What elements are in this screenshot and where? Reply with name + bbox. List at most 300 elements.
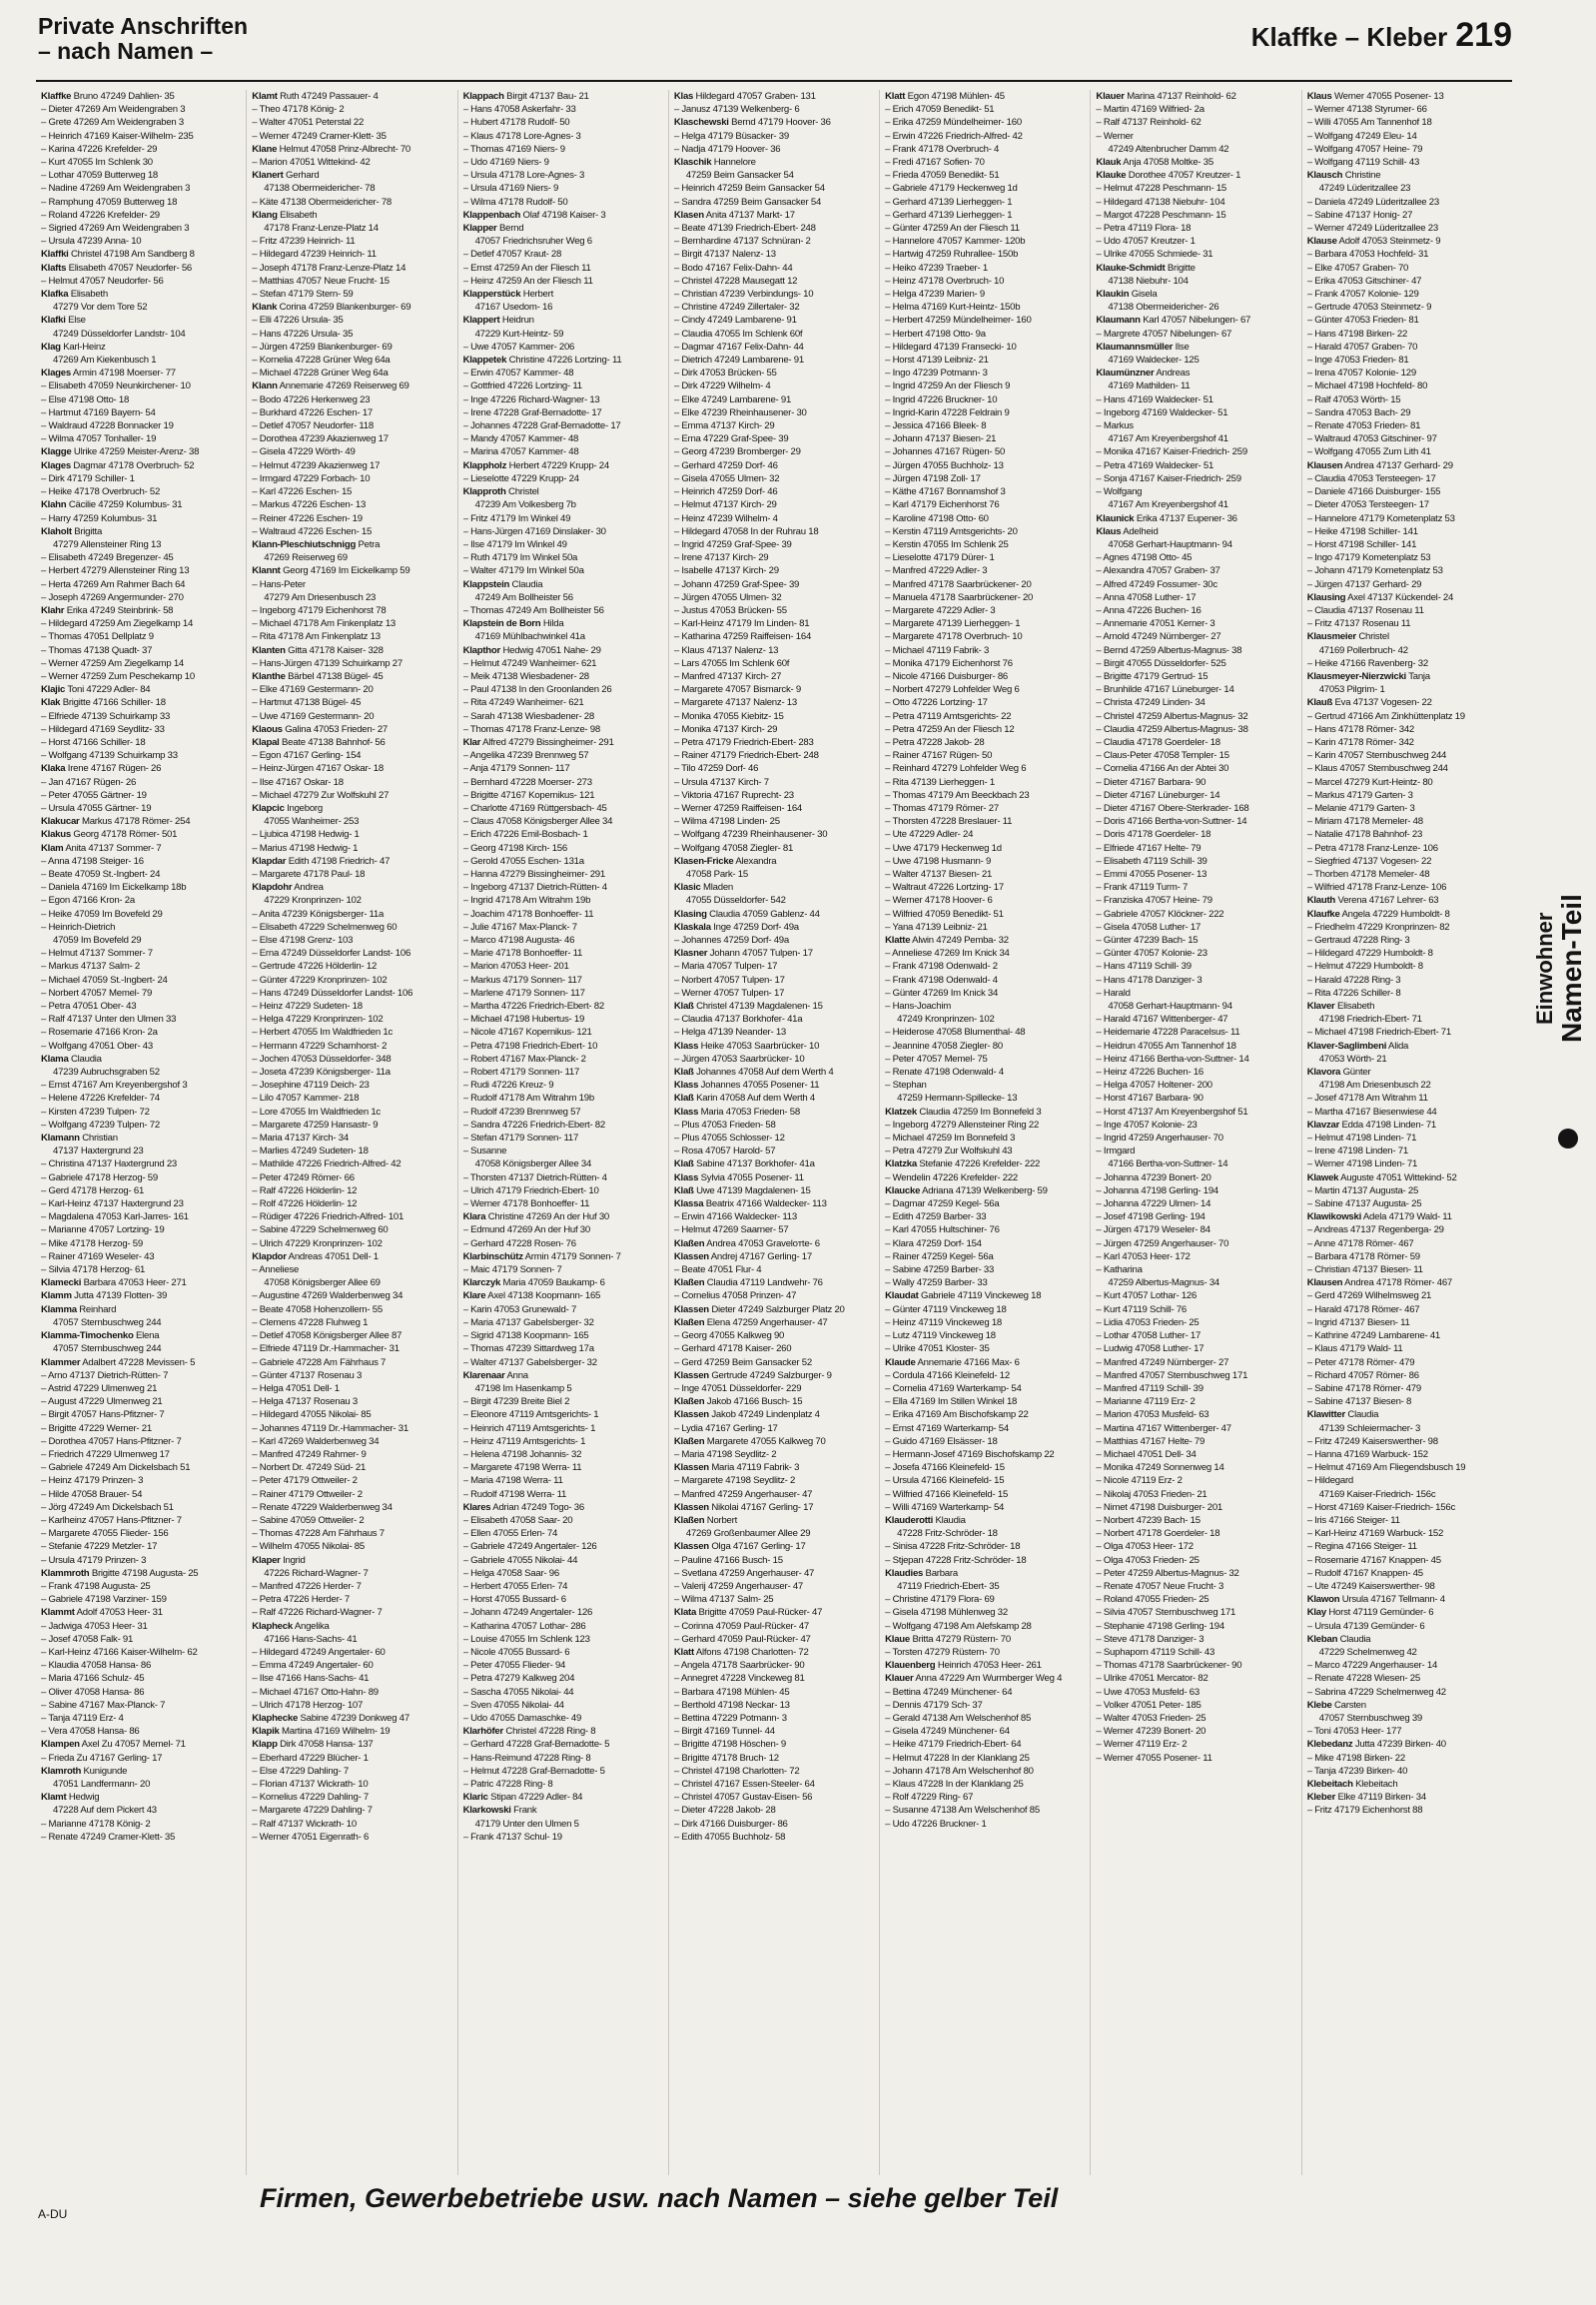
entry-details: – Kornelius 47229 Dahling- 7: [252, 1792, 370, 1804]
entry-details: Gerhard: [286, 170, 320, 182]
entry-details: – Michael 47167 Otto-Hahn- 89: [252, 1686, 379, 1698]
entry-details: – Ilse 47179 Im Winkel 49: [462, 538, 567, 550]
directory-entry: [1096, 630, 1295, 643]
entry-details: – Hildegard 47239 Heinrich- 11: [252, 249, 377, 261]
entry-details: – Martin 47169 Wilfried- 2a: [1096, 104, 1204, 116]
entry-details: – Claudia 47055 Im Schlenk 60f: [673, 328, 803, 340]
entry-surname: Klebe: [1306, 1699, 1332, 1711]
entry-details: 47249 Altenbrucher Damm 42: [1108, 143, 1229, 155]
entry-details: – Renate 47053 Frieden- 81: [1306, 420, 1421, 432]
entry-details: Claudia: [70, 1053, 102, 1065]
directory-entry: [1307, 1527, 1507, 1540]
entry-details: Stipan 47229 Adler- 84: [490, 1792, 583, 1804]
directory-entry: [885, 1237, 1085, 1250]
entry-details: – Karoline 47198 Otto- 60: [885, 512, 989, 524]
entry-surname: Kleban: [1306, 1633, 1338, 1645]
entry-details: – Nadine 47269 Am Weidengraben 3: [41, 183, 191, 195]
directory-entry: [463, 512, 663, 525]
directory-entry: [252, 1066, 451, 1079]
entry-details: – Werner 47259 Am Ziegelkamp 14: [41, 657, 184, 669]
entry-details: – Michael 47178 Am Finkenplatz 13: [252, 618, 397, 630]
directory-entry: [1307, 868, 1507, 881]
directory-entry: [463, 103, 663, 116]
directory-entry: [252, 1013, 451, 1026]
directory-entry: [41, 578, 241, 591]
directory-entry: [1307, 1633, 1507, 1646]
directory-entry: [674, 1686, 874, 1699]
directory-entry: [463, 670, 663, 683]
entry-details: – Gabriele 47057 Klöckner- 222: [1096, 908, 1224, 920]
directory-entry: [252, 90, 451, 103]
entry-details: – Marianne 47057 Lortzing- 19: [41, 1224, 165, 1236]
directory-entry: [674, 1804, 874, 1817]
entry-details: Claudia: [511, 578, 543, 590]
entry-surname: Klaschewski: [673, 117, 729, 129]
directory-entry: [1307, 815, 1507, 828]
directory-entry: [1307, 367, 1507, 380]
directory-entry: [674, 657, 874, 670]
directory-entry: [1096, 736, 1295, 749]
entry-details: – Peter 47249 Römer- 66: [252, 1171, 355, 1183]
entry-surname: Klann-Pleschiutschnigg: [252, 538, 357, 550]
directory-entry: [1307, 1000, 1507, 1013]
entry-surname: Klassen: [673, 1462, 709, 1474]
directory-entry: [41, 789, 241, 802]
directory-entry: [1307, 1488, 1507, 1501]
directory-entry: [463, 525, 663, 538]
page-header-range: [1251, 16, 1512, 55]
entry-details: – Siegfried 47137 Vogesen- 22: [1306, 855, 1432, 867]
side-tab-line2: Namen-Teil: [1556, 894, 1587, 1044]
directory-entry: [252, 1237, 451, 1250]
directory-entry: [252, 1659, 451, 1672]
entry-details: – Regina 47166 Steiger- 11: [1306, 1541, 1417, 1553]
directory-entry: [1096, 1699, 1295, 1712]
entry-details: – Angela 47178 Saarbrücker- 90: [673, 1660, 805, 1672]
entry-details: – Heinz 47178 Overbruch- 10: [885, 275, 1005, 287]
entry-details: 47198 Im Hasenkamp 5: [474, 1382, 572, 1394]
entry-details: – Petra 47228 Jakob- 28: [885, 736, 985, 748]
entry-details: – Hilde 47058 Brauer- 54: [41, 1488, 143, 1500]
directory-entry: [674, 1461, 874, 1474]
entry-details: – Nicole 47119 Erz- 2: [1096, 1475, 1183, 1487]
directory-entry: [674, 1633, 874, 1646]
entry-details: 47198 Friedrich-Ebert- 71: [1318, 1014, 1422, 1026]
directory-entry: [1307, 1791, 1507, 1804]
entry-details: – Ulrike 47051 Kloster- 35: [885, 1343, 990, 1355]
directory-entry: [41, 235, 241, 248]
directory-entry: [1096, 1276, 1295, 1289]
directory-entry: [252, 1738, 451, 1751]
entry-details: – Walter 47137 Biesen- 21: [885, 868, 993, 880]
entry-surname: Klasner: [673, 948, 708, 960]
directory-entry: [463, 908, 663, 921]
directory-entry: [674, 314, 874, 327]
entry-details: – Josef 47198 Gerling- 194: [1096, 1211, 1205, 1223]
entry-details: – Oliver 47058 Hansa- 86: [41, 1686, 145, 1698]
directory-entry: [463, 1382, 663, 1395]
header-name-range: Klaffke – Kleber: [1250, 22, 1448, 52]
entry-details: – Sabine 47167 Max-Planck- 7: [41, 1699, 166, 1711]
directory-entry: [463, 328, 663, 341]
entry-details: – Tanja 47119 Erz- 4: [41, 1712, 124, 1724]
entry-details: 47138 Obermeidericher- 26: [1108, 302, 1219, 314]
entry-details: – Johanna 47239 Bonert- 20: [1096, 1171, 1211, 1183]
entry-details: Tanja: [1408, 670, 1430, 682]
entry-details: Edith 47198 Friedrich- 47: [288, 855, 391, 867]
entry-details: 47057 Sternbuschweg 244: [53, 1316, 162, 1328]
entry-details: – Lothar 47059 Butterweg 18: [41, 170, 158, 182]
directory-entry: [252, 1395, 451, 1408]
directory-entry: [1307, 987, 1507, 1000]
directory-entry: [41, 1079, 241, 1092]
directory-entry: [463, 1145, 663, 1157]
directory-entry: [674, 380, 874, 392]
entry-details: – Karina 47226 Krefelder- 29: [41, 143, 158, 155]
entry-surname: Klausen: [1306, 1277, 1343, 1289]
directory-entry: [674, 1488, 874, 1501]
entry-surname: Klatzek: [885, 1106, 917, 1118]
directory-entry: [252, 1040, 451, 1053]
directory-entry: [1307, 1686, 1507, 1699]
directory-entry: [252, 789, 451, 802]
directory-entry: [1307, 103, 1507, 116]
entry-details: – Christel 47057 Gustav-Eisen- 56: [673, 1792, 813, 1804]
entry-details: 47055 Wanheimer- 253: [264, 816, 360, 828]
entry-details: – Margarete 47055 Flieder- 156: [41, 1528, 169, 1540]
entry-details: 47166 Hans-Sachs- 41: [264, 1633, 358, 1645]
entry-details: – Michael 47198 Hochfeld- 80: [1306, 381, 1428, 392]
entry-details: Anja 47058 Moltke- 35: [1123, 157, 1213, 169]
entry-details: – Ursula 47239 Anna- 10: [41, 236, 142, 248]
entry-surname: Klammt: [41, 1607, 75, 1619]
entry-surname: Klama: [41, 1053, 69, 1065]
entry-details: – Günter 47229 Kronprinzen- 102: [252, 974, 388, 986]
directory-entry: [463, 1223, 663, 1236]
directory-entry: [252, 1527, 451, 1540]
entry-details: – Ralf 47053 Wörth- 15: [1306, 393, 1401, 405]
directory-entry: [1307, 354, 1507, 367]
directory-entry: [885, 578, 1085, 591]
entry-details: – Karin 47053 Grunewald- 7: [462, 1303, 577, 1315]
entry-details: Marina 47137 Reinhold- 62: [1127, 91, 1236, 102]
entry-details: Anna 47229 Am Wurmberger Weg 4: [915, 1673, 1063, 1685]
directory-entry: [463, 736, 663, 749]
directory-entry: [1307, 498, 1507, 511]
entry-details: 47166 Bertha-von-Suttner- 14: [1108, 1158, 1228, 1170]
entry-details: Karin 47058 Auf dem Werth 4: [696, 1093, 815, 1105]
entry-details: – Melanie 47179 Garten- 3: [1306, 802, 1415, 814]
entry-details: – Meik 47138 Wiesbadener- 28: [462, 670, 589, 682]
directory-entry: [463, 1488, 663, 1501]
entry-details: 47269 Reiserweg 69: [264, 552, 348, 564]
entry-details: – Günter 47239 Bach- 15: [1096, 935, 1198, 946]
directory-entry: [674, 1369, 874, 1382]
entry-surname: Klaous: [252, 723, 283, 735]
entry-details: – Hildegard 47259 Am Ziegelkamp 14: [41, 618, 194, 630]
entry-details: – Magdalena 47053 Karl-Jarres- 161: [41, 1211, 189, 1223]
directory-entry: [463, 1474, 663, 1487]
entry-surname: Klassa: [673, 1198, 704, 1210]
entry-details: – Gisela 47055 Ulmen- 32: [673, 472, 780, 484]
directory-entry: [885, 169, 1085, 182]
directory-entry: [252, 710, 451, 723]
entry-details: Jakob 47249 Lindenplatz 4: [711, 1409, 820, 1421]
entry-details: 47119 Friedrich-Ebert- 35: [897, 1580, 1000, 1592]
entry-details: Anita 47137 Sommer- 7: [65, 842, 162, 854]
entry-details: – Ingrid 47259 An der Fliesch 9: [885, 381, 1011, 392]
entry-details: – Erich 47226 Emil-Bosbach- 1: [462, 829, 588, 841]
directory-entry: [1096, 1053, 1295, 1066]
page-number: 219: [1455, 16, 1512, 54]
directory-entry: [674, 749, 874, 762]
directory-entry: [885, 1329, 1085, 1342]
directory-entry: [1096, 1132, 1295, 1145]
entry-details: – Heidrun 47055 Am Tannenhof 18: [1096, 1040, 1236, 1052]
directory-entry: [252, 288, 451, 301]
entry-details: – Joseph 47269 Angermunder- 270: [41, 591, 184, 603]
directory-entry: [674, 974, 874, 987]
directory-entry: [674, 1197, 874, 1210]
entry-details: 47057 Friedrichsruher Weg 6: [474, 236, 592, 248]
directory-entry: [1307, 855, 1507, 868]
entry-surname: Klamt: [41, 1792, 67, 1804]
entry-details: – Klaus 47179 Wald- 11: [1306, 1343, 1403, 1355]
directory-entry: [674, 406, 874, 419]
entry-details: – Patric 47228 Ring- 8: [462, 1779, 553, 1790]
entry-details: – Dieter 47167 Lüneburger- 14: [1096, 789, 1220, 801]
entry-details: – Lothar 47058 Luther- 17: [1096, 1330, 1201, 1342]
entry-details: – Arnold 47249 Nürnberger- 27: [1096, 631, 1221, 643]
directory-entry: [1096, 314, 1295, 327]
directory-entry: [1307, 1106, 1507, 1119]
entry-details: – Hildegard 47138 Niebuhr- 104: [1096, 196, 1225, 208]
entry-details: – Marlies 47249 Sudeten- 18: [252, 1146, 369, 1157]
entry-details: – Helmut 47137 Sommer- 7: [41, 948, 153, 960]
entry-details: – Sascha 47055 Nikolai- 44: [462, 1686, 574, 1698]
directory-entry: [1096, 749, 1295, 762]
entry-details: – Heinrich 47169 Kaiser-Wilhelm- 235: [41, 130, 194, 142]
entry-details: – Martha 47167 Biesenwiese 44: [1306, 1106, 1437, 1118]
directory-entry: [1096, 578, 1295, 591]
directory-entry: [41, 1686, 241, 1699]
entry-details: Brigitte 47059 Paul-Rücker- 47: [698, 1607, 823, 1619]
directory-entry: [41, 1303, 241, 1316]
entry-surname: Klages: [41, 459, 71, 471]
entry-details: – Doris 47166 Bertha-von-Suttner- 14: [1096, 816, 1247, 828]
entry-details: – Norbert 47279 Lohfelder Weg 6: [885, 684, 1020, 696]
directory-entry: [41, 1435, 241, 1448]
directory-entry: [463, 1448, 663, 1461]
directory-entry: [463, 1593, 663, 1606]
entry-surname: Klares: [462, 1501, 491, 1513]
directory-entry: [41, 156, 241, 169]
entry-details: 47249 Am Bollheister 56: [474, 591, 573, 603]
entry-details: – Werner 47178 Hoover- 6: [885, 895, 993, 907]
entry-details: – Michael 47051 Dell- 34: [1096, 1448, 1197, 1460]
directory-entry: [885, 855, 1085, 868]
entry-surname: Klarkowski: [462, 1805, 511, 1817]
directory-entry: [252, 670, 451, 683]
entry-details: 47058 Königsberger Allee 69: [264, 1277, 381, 1289]
directory-entry: [463, 960, 663, 973]
entry-details: – Maria 47198 Seydlitz- 2: [673, 1448, 777, 1460]
entry-details: Elisabeth: [280, 209, 318, 221]
entry-details: – Manfred 47229 Adler- 3: [885, 565, 988, 577]
entry-surname: Klaßen: [673, 1237, 705, 1249]
entry-details: – Karl 47269 Walderbenweg 34: [252, 1435, 380, 1447]
entry-details: – Heinz 47119 Vinckeweg 18: [885, 1316, 1003, 1328]
entry-details: – Michael 47259 Im Bonnefeld 3: [885, 1133, 1016, 1145]
entry-details: – Uwe 47169 Gestermann- 20: [252, 710, 375, 722]
entry-details: Andreas 47051 Dell- 1: [288, 1250, 379, 1262]
directory-entry: [885, 1026, 1085, 1039]
entry-surname: Klasen: [673, 209, 704, 221]
entry-details: – Fritz 47239 Heinrich- 11: [252, 236, 356, 248]
directory-entry: [463, 1316, 663, 1329]
side-tab-line1: Einwohner: [1532, 912, 1557, 1026]
entry-surname: Klapproth: [462, 486, 506, 498]
entry-details: – Detlef 47057 Neudorfer- 118: [252, 420, 374, 432]
entry-details: – Rainer 47169 Weseler- 43: [41, 1250, 155, 1262]
entry-details: – Georg 47055 Kalkweg 90: [673, 1330, 785, 1342]
directory-entry: [1307, 1567, 1507, 1580]
entry-details: – Susanne: [462, 1146, 507, 1157]
entry-details: – Rosa 47057 Harold- 57: [673, 1146, 776, 1157]
entry-surname: Klaumann: [1096, 315, 1141, 327]
directory-entry: [1096, 1145, 1295, 1157]
entry-surname: Klatte: [885, 935, 911, 946]
directory-entry: [1307, 1514, 1507, 1527]
directory-entry: [463, 1303, 663, 1316]
directory-entry: [252, 842, 451, 855]
directory-entry: [1307, 564, 1507, 577]
directory-entry: [252, 630, 451, 643]
entry-details: – Nikolaj 47053 Frieden- 21: [1096, 1488, 1207, 1500]
entry-details: – Karl-Heinz 47179 Im Linden- 81: [673, 618, 810, 630]
entry-details: – Herbert 47279 Allensteiner Ring 13: [41, 565, 190, 577]
entry-details: Christian: [82, 1133, 118, 1145]
entry-details: – Udo 47169 Niers- 9: [462, 157, 549, 169]
directory-entry: [252, 683, 451, 696]
directory-entry: [885, 1000, 1085, 1013]
entry-details: – Klaus 47137 Nalenz- 13: [673, 644, 779, 656]
entry-details: – Inge 47226 Richard-Wagner- 13: [462, 393, 600, 405]
entry-details: – Rolf 47226 Hölderlin- 12: [252, 1198, 358, 1210]
directory-entry: [885, 1040, 1085, 1053]
directory-entry: [252, 1540, 451, 1553]
entry-surname: Klapheck: [252, 1620, 293, 1632]
entry-details: – Anja 47179 Sonnen- 117: [462, 763, 570, 775]
directory-entry: [885, 881, 1085, 894]
directory-entry: [674, 472, 874, 485]
entry-details: – Marion 47053 Musfeld- 63: [1096, 1409, 1209, 1421]
entry-details: – Cornelius 47058 Prinzen- 47: [673, 1290, 797, 1302]
directory-entry: [1307, 604, 1507, 617]
directory-entry: [885, 275, 1085, 288]
entry-details: Barbara: [925, 1567, 958, 1579]
directory-entry: [41, 736, 241, 749]
entry-details: Andrea 47137 Gerhard- 29: [1344, 459, 1453, 471]
directory-entry: [674, 1092, 874, 1105]
entry-details: – Marina 47057 Kammer- 48: [462, 446, 579, 458]
directory-entry: [1096, 1092, 1295, 1105]
directory-entry: [41, 512, 241, 525]
entry-details: Inge 47259 Dorf- 49a: [713, 921, 799, 933]
directory-entry: [41, 182, 241, 195]
entry-details: Anna: [506, 1369, 528, 1381]
entry-details: – Heinz 47239 Wilhelm- 4: [673, 512, 778, 524]
entry-details: – Georg 47198 Kirch- 156: [462, 842, 567, 854]
entry-details: – Günter 47053 Frieden- 81: [1306, 315, 1419, 327]
directory-entry: [885, 1791, 1085, 1804]
directory-entry: [41, 908, 241, 921]
directory-entry: [1307, 341, 1507, 354]
directory-entry: [463, 1791, 663, 1804]
directory-entry: [463, 696, 663, 709]
directory-entry: [674, 1672, 874, 1685]
entry-details: – Uwe 47179 Heckenweg 1d: [885, 842, 1002, 854]
entry-details: – Wilma 47057 Tonhaller- 19: [41, 433, 157, 445]
directory-entry: [674, 275, 874, 288]
entry-details: – Petra 47169 Waldecker- 51: [1096, 459, 1214, 471]
directory-entry: [1096, 301, 1295, 314]
directory-entry: [674, 354, 874, 367]
directory-entry: [1307, 288, 1507, 301]
directory-entry: [252, 1633, 451, 1646]
entry-details: – Ingeborg 47279 Allensteiner Ring 22: [885, 1119, 1040, 1131]
entry-surname: Klaver: [1306, 1001, 1335, 1013]
directory-entry: [252, 1197, 451, 1210]
entry-details: – Edith 47055 Buchholz- 58: [673, 1831, 786, 1843]
entry-details: – Yana 47139 Leibniz- 21: [885, 921, 988, 933]
directory-entry: [674, 143, 874, 156]
entry-details: – Wolfgang 47058 Ziegler- 81: [673, 842, 794, 854]
directory-entry: [1096, 354, 1295, 367]
directory-entry: [885, 1171, 1085, 1184]
entry-surname: Klassen: [673, 1541, 709, 1553]
entry-details: – Rainer 47167 Rügen- 50: [885, 750, 993, 762]
entry-surname: Klaumannsmüller: [1096, 341, 1174, 353]
directory-entry: [41, 1000, 241, 1013]
entry-details: – Inge 47057 Kolonie- 23: [1096, 1119, 1197, 1131]
entry-details: – Erika 47053 Gitschiner- 47: [1306, 275, 1422, 287]
entry-surname: Klass: [673, 1080, 699, 1092]
directory-entry: [674, 776, 874, 789]
entry-details: Elisabeth: [1336, 1001, 1375, 1013]
directory-entry: [1096, 894, 1295, 907]
entry-details: – Gerold 47055 Eschen- 131a: [462, 855, 584, 867]
entry-details: – Werner 47198 Linden- 71: [1306, 1158, 1418, 1170]
entry-surname: Klauk: [1096, 157, 1122, 169]
entry-details: – Thomas 47249 Am Bollheister 56: [462, 604, 604, 616]
entry-details: Edda 47198 Linden- 71: [1341, 1119, 1437, 1131]
entry-surname: Klay: [1306, 1607, 1326, 1619]
directory-entry: [1096, 1329, 1295, 1342]
directory-entry: [1307, 842, 1507, 855]
directory-entry: [674, 1474, 874, 1487]
directory-entry: [885, 1119, 1085, 1132]
directory-entry: [41, 815, 241, 828]
directory-entry: [41, 657, 241, 670]
directory-entry: [252, 156, 451, 169]
directory-entry: [674, 1395, 874, 1408]
directory-entry: [252, 1026, 451, 1039]
directory-entry: [674, 367, 874, 380]
entry-details: – Hanna 47169 Warbuck- 152: [1306, 1448, 1428, 1460]
entry-details: Heidrun: [501, 315, 534, 327]
entry-details: Gisela: [1131, 289, 1158, 301]
